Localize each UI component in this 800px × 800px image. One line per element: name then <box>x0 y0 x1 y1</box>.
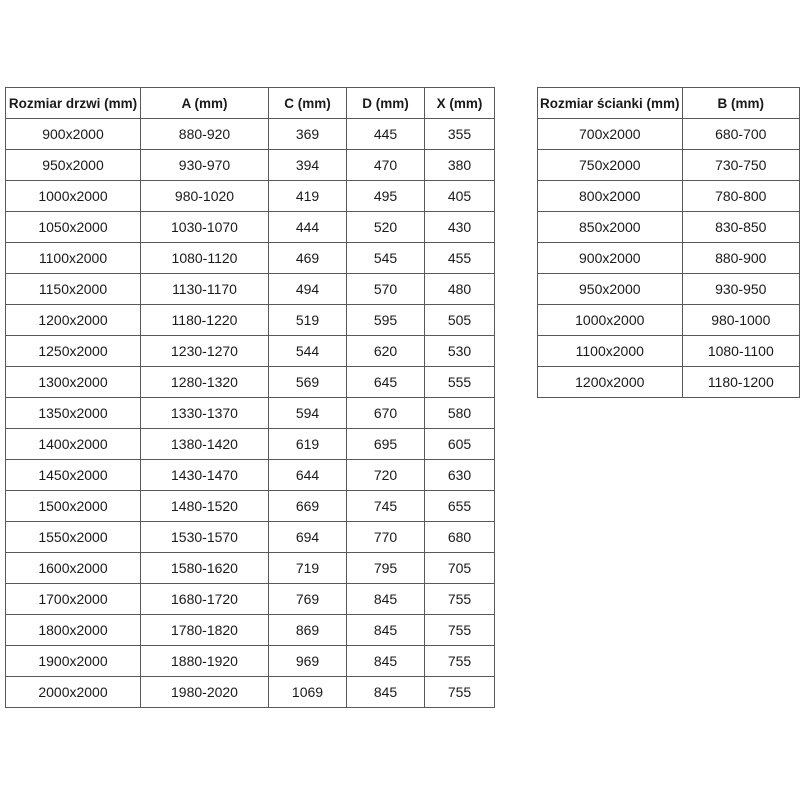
table-cell: 655 <box>425 491 495 522</box>
table-cell: 750x2000 <box>538 150 683 181</box>
table-cell: 680 <box>425 522 495 553</box>
wall-sizes-table <box>537 87 800 398</box>
table-cell: 869 <box>269 615 347 646</box>
table-row <box>6 398 495 429</box>
table-cell: 900x2000 <box>538 243 683 274</box>
table-cell: 1430-1470 <box>141 460 269 491</box>
table-row <box>538 243 800 274</box>
table-cell: 555 <box>425 367 495 398</box>
table-cell: 1880-1920 <box>141 646 269 677</box>
table-cell: 1350x2000 <box>6 398 141 429</box>
table-cell: 1280-1320 <box>141 367 269 398</box>
column-header: A (mm) <box>141 88 269 119</box>
table-cell: 1380-1420 <box>141 429 269 460</box>
table-cell: 830-850 <box>682 212 799 243</box>
table-cell: 605 <box>425 429 495 460</box>
table-cell: 1580-1620 <box>141 553 269 584</box>
table-cell: 969 <box>269 646 347 677</box>
table-cell: 755 <box>425 677 495 708</box>
table-cell: 569 <box>269 367 347 398</box>
column-header: B (mm) <box>682 88 799 119</box>
table-cell: 495 <box>347 181 425 212</box>
table-cell: 795 <box>347 553 425 584</box>
door-sizes-table-body <box>6 119 495 708</box>
table-row <box>6 367 495 398</box>
table-cell: 780-800 <box>682 181 799 212</box>
table-cell: 1550x2000 <box>6 522 141 553</box>
table-cell: 1450x2000 <box>6 460 141 491</box>
table-cell: 700x2000 <box>538 119 683 150</box>
table-cell: 755 <box>425 584 495 615</box>
table-row <box>538 336 800 367</box>
table-cell: 1180-1200 <box>682 367 799 398</box>
table-cell: 930-950 <box>682 274 799 305</box>
table-cell: 1400x2000 <box>6 429 141 460</box>
table-cell: 950x2000 <box>6 150 141 181</box>
table-row <box>6 677 495 708</box>
table-cell: 520 <box>347 212 425 243</box>
table-cell: 980-1000 <box>682 305 799 336</box>
table-cell: 1800x2000 <box>6 615 141 646</box>
table-row <box>6 212 495 243</box>
table-cell: 1780-1820 <box>141 615 269 646</box>
table-cell: 620 <box>347 336 425 367</box>
table-row <box>6 553 495 584</box>
table-cell: 669 <box>269 491 347 522</box>
table-cell: 1600x2000 <box>6 553 141 584</box>
header-row <box>538 88 800 119</box>
table-cell: 845 <box>347 615 425 646</box>
column-header: X (mm) <box>425 88 495 119</box>
table-cell: 769 <box>269 584 347 615</box>
table-cell: 755 <box>425 646 495 677</box>
table-cell: 770 <box>347 522 425 553</box>
table-cell: 880-920 <box>141 119 269 150</box>
table-cell: 1069 <box>269 677 347 708</box>
table-cell: 595 <box>347 305 425 336</box>
table-cell: 1480-1520 <box>141 491 269 522</box>
table-row <box>6 522 495 553</box>
column-header: Rozmiar drzwi (mm) <box>6 88 141 119</box>
table-cell: 545 <box>347 243 425 274</box>
table-cell: 755 <box>425 615 495 646</box>
table-cell: 380 <box>425 150 495 181</box>
table-cell: 845 <box>347 584 425 615</box>
table-cell: 670 <box>347 398 425 429</box>
table-cell: 1530-1570 <box>141 522 269 553</box>
table-cell: 900x2000 <box>6 119 141 150</box>
table-row <box>538 274 800 305</box>
table-cell: 2000x2000 <box>6 677 141 708</box>
table-cell: 950x2000 <box>538 274 683 305</box>
table-cell: 1050x2000 <box>6 212 141 243</box>
table-cell: 695 <box>347 429 425 460</box>
table-cell: 845 <box>347 646 425 677</box>
table-cell: 1200x2000 <box>538 367 683 398</box>
table-cell: 680-700 <box>682 119 799 150</box>
table-cell: 1150x2000 <box>6 274 141 305</box>
table-row <box>6 150 495 181</box>
table-cell: 980-1020 <box>141 181 269 212</box>
table-cell: 1900x2000 <box>6 646 141 677</box>
table-row <box>6 460 495 491</box>
table-cell: 1180-1220 <box>141 305 269 336</box>
table-row <box>538 181 800 212</box>
table-row <box>6 119 495 150</box>
table-cell: 430 <box>425 212 495 243</box>
table-cell: 619 <box>269 429 347 460</box>
table-cell: 369 <box>269 119 347 150</box>
table-row <box>6 305 495 336</box>
table-row <box>6 584 495 615</box>
table-row <box>6 491 495 522</box>
table-cell: 645 <box>347 367 425 398</box>
table-cell: 444 <box>269 212 347 243</box>
table-cell: 455 <box>425 243 495 274</box>
table-cell: 470 <box>347 150 425 181</box>
table-cell: 419 <box>269 181 347 212</box>
table-cell: 880-900 <box>682 243 799 274</box>
table-cell: 469 <box>269 243 347 274</box>
table-cell: 1130-1170 <box>141 274 269 305</box>
table-cell: 1230-1270 <box>141 336 269 367</box>
table-cell: 445 <box>347 119 425 150</box>
wall-sizes-table-body <box>538 119 800 398</box>
table-cell: 570 <box>347 274 425 305</box>
table-row <box>538 212 800 243</box>
table-cell: 720 <box>347 460 425 491</box>
table-row <box>6 615 495 646</box>
table-row <box>6 274 495 305</box>
table-cell: 480 <box>425 274 495 305</box>
table-cell: 845 <box>347 677 425 708</box>
table-cell: 930-970 <box>141 150 269 181</box>
table-cell: 519 <box>269 305 347 336</box>
table-cell: 1680-1720 <box>141 584 269 615</box>
table-cell: 394 <box>269 150 347 181</box>
header-row <box>6 88 495 119</box>
table-cell: 644 <box>269 460 347 491</box>
table-cell: 580 <box>425 398 495 429</box>
table-cell: 705 <box>425 553 495 584</box>
table-cell: 1980-2020 <box>141 677 269 708</box>
table-cell: 1200x2000 <box>6 305 141 336</box>
table-cell: 505 <box>425 305 495 336</box>
column-header: D (mm) <box>347 88 425 119</box>
table-cell: 800x2000 <box>538 181 683 212</box>
door-sizes-table <box>5 87 495 708</box>
table-cell: 1300x2000 <box>6 367 141 398</box>
table-cell: 1030-1070 <box>141 212 269 243</box>
table-cell: 719 <box>269 553 347 584</box>
table-cell: 494 <box>269 274 347 305</box>
table-row <box>6 646 495 677</box>
table-row <box>6 243 495 274</box>
table-cell: 544 <box>269 336 347 367</box>
table-row <box>538 305 800 336</box>
table-cell: 1080-1100 <box>682 336 799 367</box>
table-cell: 1500x2000 <box>6 491 141 522</box>
table-row <box>538 150 800 181</box>
table-cell: 530 <box>425 336 495 367</box>
table-cell: 594 <box>269 398 347 429</box>
table-cell: 1100x2000 <box>538 336 683 367</box>
table-row <box>538 119 800 150</box>
table-cell: 1100x2000 <box>6 243 141 274</box>
table-cell: 745 <box>347 491 425 522</box>
table-cell: 630 <box>425 460 495 491</box>
table-cell: 694 <box>269 522 347 553</box>
table-cell: 1080-1120 <box>141 243 269 274</box>
table-cell: 1000x2000 <box>6 181 141 212</box>
table-cell: 850x2000 <box>538 212 683 243</box>
table-cell: 730-750 <box>682 150 799 181</box>
table-cell: 355 <box>425 119 495 150</box>
column-header: C (mm) <box>269 88 347 119</box>
table-cell: 1250x2000 <box>6 336 141 367</box>
table-cell: 1330-1370 <box>141 398 269 429</box>
table-cell: 1700x2000 <box>6 584 141 615</box>
table-cell: 405 <box>425 181 495 212</box>
table-row <box>6 429 495 460</box>
column-header: Rozmiar ścianki (mm) <box>538 88 683 119</box>
table-row <box>6 336 495 367</box>
table-row <box>538 367 800 398</box>
table-cell: 1000x2000 <box>538 305 683 336</box>
table-row <box>6 181 495 212</box>
